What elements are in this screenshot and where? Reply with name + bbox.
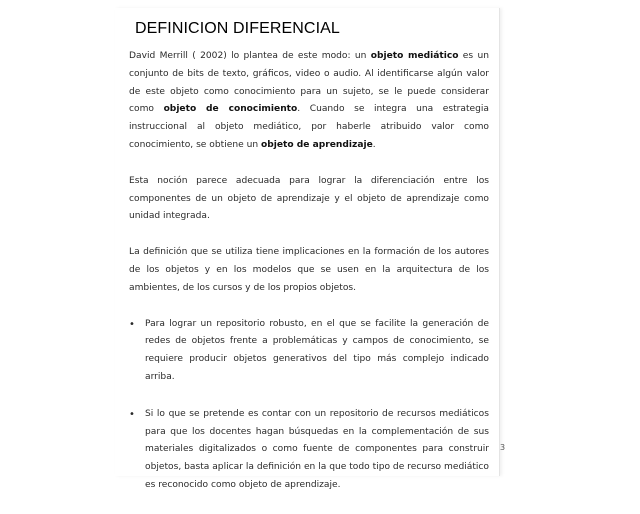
paragraph-text: David Merrill ( 2002) lo plantea de este modo: un — [129, 51, 371, 61]
term-objeto-de-conocimiento: objeto de conocimiento — [163, 104, 298, 115]
bullet-list — [129, 316, 489, 495]
bullet-icon: • — [129, 408, 135, 420]
term-objeto-mediatico: objeto mediático — [370, 51, 459, 61]
paragraph-text: es un conjunto de bits de texto, gráficos, video o audio. Al identificarse algún valor de este objeto como conocimiento para un sujeto, se le puede considerar como — [129, 51, 489, 115]
paragraph-text: . — [372, 139, 376, 150]
paragraph-merrill-definition — [129, 48, 489, 155]
bullet-text: Para lograr un repositorio robusto, en el que se facilite la generación de redes de objetos frente a problemáticas y campos de conocimiento, se requiere producir objetos generativos del tipo más complejo indicado arriba. — [145, 318, 489, 382]
bullet-item-repositorio-robusto — [129, 316, 489, 387]
bullet-icon: • — [129, 318, 135, 330]
paragraph-text: . Cuando se integra una estrategia instruccional al objeto mediático, por haberle atribuido valor como conocimiento, se obtiene un — [129, 104, 489, 150]
bullet-item-repositorio-recursos — [129, 406, 489, 495]
slide-title: DEFINICION DIFERENCIAL — [135, 20, 340, 37]
term-objeto-de-aprendizaje: objeto de aprendizaje — [260, 139, 373, 150]
bullet-text: Si lo que se pretende es contar con un repositorio de recursos mediáticos para que los docentes hagan búsquedas en la complementación de sus materiales digitalizados o como fuente de componentes para construir objetos, basta aplicar la definición en la que todo tipo de recurso mediático es reconocido como objeto de aprendizaje. — [145, 408, 489, 490]
paragraph-implicaciones: La definición que se utiliza tiene implicaciones en la formación de los autores de los objetos y en los modelos que se usen en la arquitectura de los ambientes, de los cursos y de los propios objetos. — [129, 247, 489, 293]
page-number: 3 — [500, 443, 506, 452]
document-body — [129, 48, 489, 514]
paragraph-noción: Esta noción parece adecuada para lograr la diferenciación entre los componentes de un objeto de aprendizaje y el objeto de aprendizaje como unidad integrada. — [129, 175, 489, 222]
